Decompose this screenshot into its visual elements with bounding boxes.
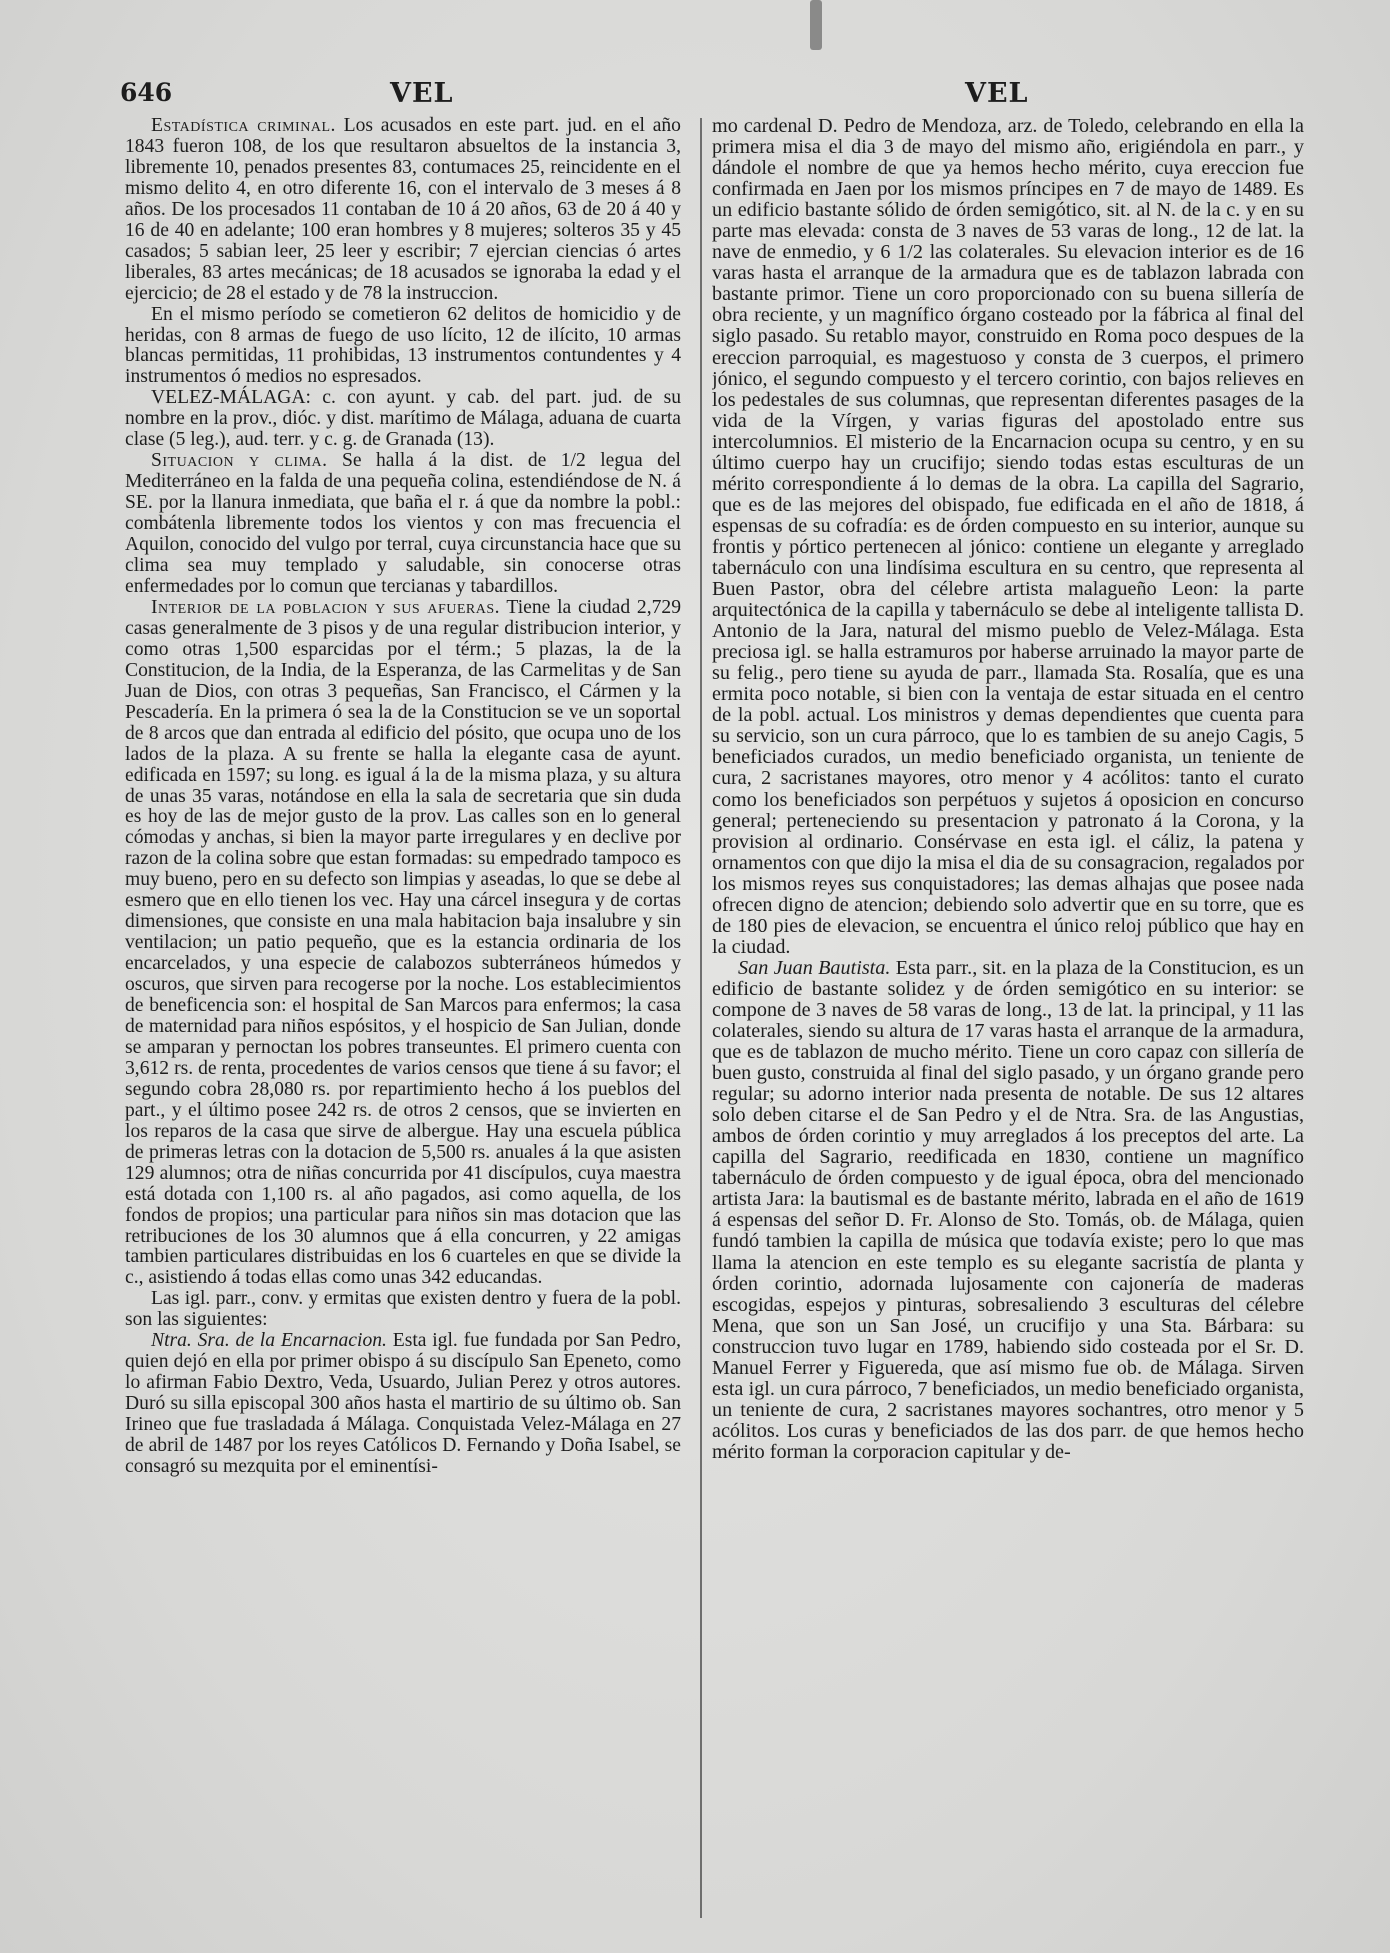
section-heading: Interior de la poblacion y sus afueras. bbox=[151, 596, 501, 618]
paragraph-text: Tiene la ciudad 2,729 casas generalmente de 3 pisos y de una regular distribucion interior, y como otras 1,500 esparcidas por el térm.; 5 plazas, la de la Constitucion, de la India, de la Esperanza, de las Carmelitas y de San Juan de Dios, con otras 3 pequeñas, San Francisco, el Cármen y la Pescadería. En la primera ó sea la de la Constitucion se ve un soportal de 8 arcos que dan entrada al edificio del pósito, que ocupa uno de los lados de la plaza. A su frente se halla la elegante casa de ayunt. edificada en 1597; su long. es igual á la de la misma plaza, y su altura de unas 35 varas, notándose en ella la sala de secretaria que sin duda es hoy de las de mejor gusto de la prov. Las calles son en lo general cómodas y anchas, si bien la mayor parte irregulares y en declive por razon de la colina sobre que estan formadas: su empedrado tampoco es muy bueno, pero en su defecto son limpias y aseadas, lo que se debe al esmero que en ello tienen los vec. Hay una cárcel insegura y de cortas dimensiones, que consiste en una mala habitacion baja insalubre y sin ventilacion; un patio pequeño, que es la estancia ordinaria de los encarcelados, y una especie de calabozos subterráneos húmedos y oscuros, que sirven para recogerse por la noche. Los establecimientos de beneficencia son: el hospital de San Marcos para enfermos; la casa de maternidad para niños espósitos, y el hospicio de San Julian, donde se amparan y pernoctan los pobres transeuntes. El primero cuenta con 3,612 rs. de renta, procedentes de varios censos que tiene á su favor; el segundo cobra 28,080 rs. por repartimiento hecho á los pueblos del part., y el último posee 242 rs. de otros 2 censos, que se invierten en los reparos de la casa que sirve de albergue. Hay una escuela pública de primeras letras con la dotacion de 5,500 rs. anuales á la que asisten 129 alumnos; otra de niñas concurrida por 41 discípulos, cuya maestra está dotada con 1,100 rs. al año pagados, asi como aquella, de los fondos de propios; una particular para niños sin mas dotacion que las retribuciones de los 30 alumnos que á ella concurren, y 22 amigas tambien particulares distribuidas en los 6 cuarteles en que se divide la c., asistiendo á todas ellas como unas 342 educandas. bbox=[125, 596, 681, 1289]
page-number: 646 bbox=[120, 78, 173, 107]
paragraph-text: Esta parr., sit. en la plaza de la Constitucion, es un edificio de bastante solidez y de órden semigótico en su interior: se compone de 3 naves de 58 varas de long., 13 de lat. la principal, y 11 las colaterales, siendo su altura de 17 varas hasta el arranque de la armadura, que es de tablazon de mucho mérito. Tiene un coro capaz con sillería de buen gusto, construida al final del siglo pasado, y un órgano grande pero regular; su adorno interior nada presenta de notable. De sus 12 altares solo deben citarse el de San Pedro y el de Ntra. Sra. de las Angustias, ambos de órden corintio y muy arreglados á los preceptos del arte. La capilla del Sagrario, reedificada en 1830, contiene un magnífico tabernáculo de órden compuesto y de igual época, obra del mencionado artista Jara: la bautismal es de bastante mérito, labrada en el año de 1619 á espensas del señor D. Fr. Alonso de Sto. Tomás, ob. de Málaga, quien fundó tambien la capilla de música que todavía existe; pero lo que mas llama la atencion en este templo es su elegante sacristía de planta y órden corintio, adornada lujosamente con cajonería de maderas escogidas, espejos y pinturas, sobresaliendo 3 esculturas del célebre Mena, que son un San José, un crucifijo y una Sta. Bárbara: su construccion tuvo lugar en 1789, habiendo sido costeada por el Sr. D. Manuel Ferrer y Figuereda, que así mismo fue ob. de Málaga. Sirven esta igl. un cura párroco, 7 beneficiados, un medio beneficiado organista, un teniente de cura, 2 sacristanes mayores sochantres, otro menor y 5 acólitos. Los curas y beneficiados de las dos parr. de que hemos hecho mérito forman la corporacion capitular y de- bbox=[712, 956, 1304, 1463]
ink-blot-mark bbox=[810, 0, 822, 50]
left-text-column bbox=[125, 116, 681, 1926]
right-text-column bbox=[712, 116, 1304, 1926]
paragraph bbox=[125, 1289, 681, 1331]
paragraph-text: Los acusados en este part. jud. en el año 1843 fueron 108, de los que resultaron absueltos de la instancia 3, libremente 10, penados presentes 83, contumaces 25, reincidente en el mismo delito 4, en otro diferente 16, con el intervalo de 3 meses á 8 años. De los procesados 11 contaban de 10 á 20 años, 63 de 20 á 40 y 16 de 40 en adelante; 100 eran hombres y 8 mujeres; solteros 35 y 45 casados; 5 sabian leer, 25 leer y escribir; 7 ejercian ciencias ó artes liberales, 83 artes mecánicas; de 18 acusados se ignoraba la edad y el ejercicio; de 28 el estado y de 78 la instruccion. bbox=[125, 116, 681, 304]
paragraph-text: Esta igl. fue fundada por San Pedro, quien dejó en ella por primer obispo á su discípulo San Epeneto, como lo afirman Fabio Dextro, Veda, Usuardo, Julian Perez y otros autores. Duró su silla episcopal 300 años hasta el martirio de su último ob. San Irineo que fue trasladada á Málaga. Conquistada Velez-Málaga en 27 de abril de 1487 por los reyes Católicos D. Fernando y Doña Isabel, se consagró su mezquita por el eminentísi- bbox=[125, 1330, 681, 1477]
section-heading: Situacion y clima. bbox=[151, 450, 328, 472]
paragraph bbox=[125, 116, 681, 305]
left-running-title: VEL bbox=[390, 78, 454, 109]
paragraph bbox=[125, 598, 681, 1289]
paragraph-text: VELEZ-MÁLAGA: c. con ayunt. y cab. del part. jud. de su nombre en la prov., dióc. y dist. marítimo de Málaga, aduana de cuarta clase (5 leg.), aud. terr. y c. g. de Granada (13). bbox=[125, 387, 681, 451]
paragraph bbox=[125, 388, 681, 451]
running-header bbox=[120, 78, 1300, 112]
section-heading: San Juan Bautista. bbox=[738, 956, 891, 979]
paragraph bbox=[125, 451, 681, 598]
paragraph bbox=[125, 1331, 681, 1478]
paragraph-text: En el mismo período se cometieron 62 delitos de homicidio y de heridas, con 8 armas de fuego de uso lícito, 12 de ilícito, 10 armas blancas permitidas, 11 prohibidas, 13 instrumentos contundentes y 4 instrumentos ó medios no espresados. bbox=[125, 303, 681, 388]
paragraph-text: Se halla á la dist. de 1/2 legua del Mediterráneo en la falda de una pequeña colina, estendiéndose de N. á SE. por la llanura inmediata, que baña el r. á que da nombre la pobl.: combátenla libremente todos los vientos y con mas frecuencia el Aquilon, conocido del vulgo por terral, cuya circunstancia hace que su clima sea muy templado y saludable, sin conocerse otras enfermedades por lo comun que tercianas y tabardillos. bbox=[125, 450, 681, 597]
column-divider bbox=[700, 118, 702, 1918]
paragraph-text: mo cardenal D. Pedro de Mendoza, arz. de Toledo, celebrando en ella la primera misa el dia 3 de mayo del mismo año, erigiéndola en parr., y dándole el nombre de que ya hemos hecho mérito, cuya ereccion fue confirmada en Jaen por los mismos príncipes en 7 de mayo de 1489. Es un edificio bastante sólido de órden semigótico, sit. al N. de la c. y en su parte mas elevada: consta de 3 naves de 53 varas de long., 12 de lat. la nave de enmedio, y 6 1/2 las colaterales. Su elevacion interior es de 16 varas hasta el arranque de la armadura que es de tablazon labrada con bastante primor. Tiene un coro proporcionado con su buena sillería de obra reciente, y un magnífico órgano costeado por la fábrica al final del siglo pasado. Su retablo mayor, construido en Roma poco despues de la ereccion parroquial, es magestuoso y consta de 3 cuerpos, el primero jónico, el segundo compuesto y el tercero corintio, con bajos relieves en los pedestales de sus columnas, que representan diferentes pasages de la vida de la Vírgen, y varias figuras del apostolado entre sus intercolumnios. El misterio de la Encarnacion ocupa su centro, y en su último cuerpo hay un crucifijo; siendo todas estas esculturas de un mérito correspondiente á lo demas de la obra. La capilla del Sagrario, que es de las mejores del obispado, fue edificada en el año de 1818, á espensas de su cofradía: es de órden compuesto en su interior, aunque su frontis y pórtico pertenecen al jónico: contiene un elegante y arreglado tabernáculo con una lindísima escultura en su centro, que representa al Buen Pastor, obra del célebre artista malagueño Leon: la parte arquitectónica de la capilla y tabernáculo se debe al inteligente tallista D. Antonio de la Jara, natural del mismo pueblo de Velez-Málaga. Esta preciosa igl. se halla estramuros por haberse arruinado la mayor parte de su felig., pero tiene su ayuda de parr., llamada Sta. Rosalía, que es una ermita poco notable, si bien con la ventaja de estar situada en el centro de la pobl. actual. Los ministros y demas dependientes que cuenta para su servicio, son un cura párroco, que lo es tambien de su anejo Cagis, 5 beneficiados curados, un medio beneficiado organista, un teniente de cura, 2 sacristanes mayores, otro menor y 4 acólitos: tanto el curato como los beneficiados son perpétuos y sujetos á oposicion en concurso general; perteneciendo su presentacion y patronato á la Corona, y la provision al ordinario. Consérvase en esta igl. el cáliz, la patena y ornamentos con que dijo la misa el dia de su consagracion, regalados por los mismos reyes sus conquistadores; las demas alhajas que posee nada ofrecen digno de atencion; debiendo solo advertir que en su torre, que es de 180 pies de elevacion, se encuentra el único reloj público que hay en la ciudad. bbox=[712, 116, 1304, 958]
section-heading: Ntra. Sra. de la Encarnacion. bbox=[151, 1330, 387, 1352]
section-heading: Estadística criminal. bbox=[151, 116, 336, 136]
right-running-title: VEL bbox=[965, 78, 1029, 109]
paragraph bbox=[125, 305, 681, 389]
paragraph-text: Las igl. parr., conv. y ermitas que existen dentro y fuera de la pobl. son las siguientes: bbox=[125, 1288, 681, 1331]
paragraph bbox=[712, 958, 1304, 1463]
paragraph bbox=[712, 116, 1304, 958]
